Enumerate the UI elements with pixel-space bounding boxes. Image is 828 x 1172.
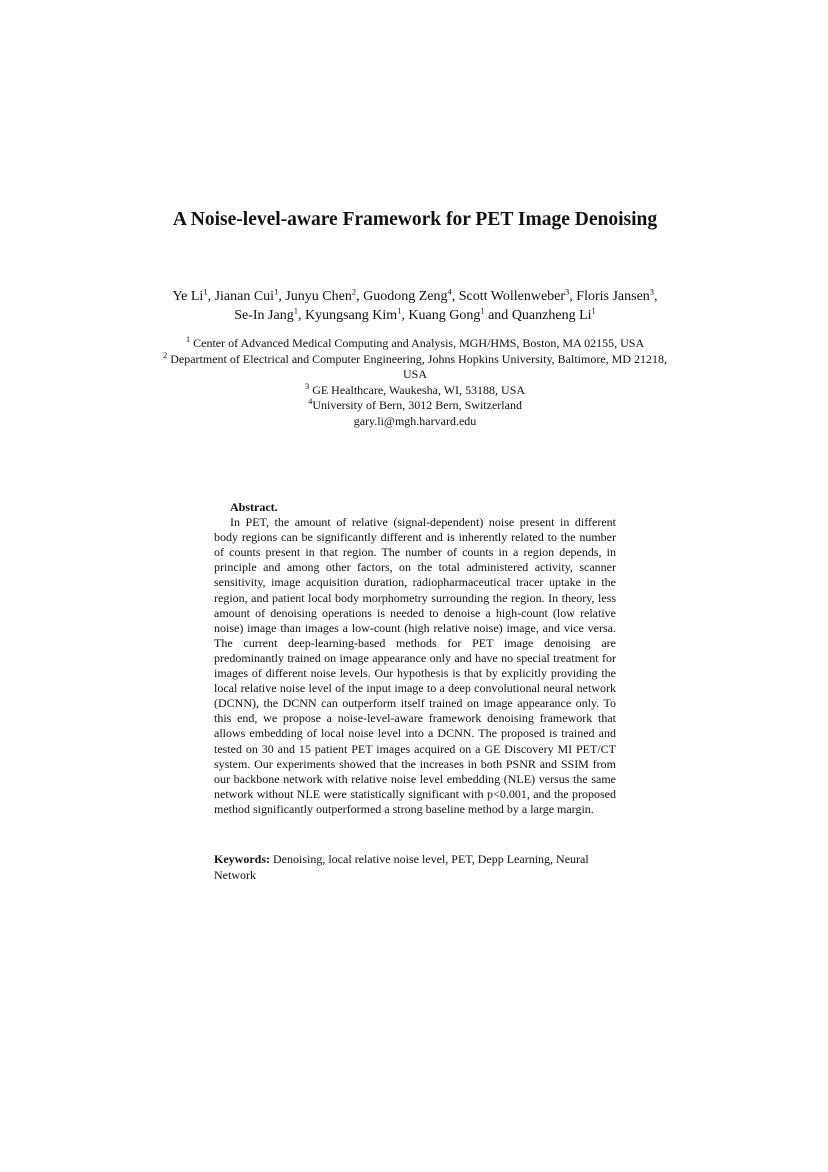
affiliation-text: Center of Advanced Medical Computing and Analysis, MGH/HMS, Boston, MA 02155, USA <box>193 336 645 350</box>
affiliation-list <box>160 336 670 429</box>
affiliation-number: 1 <box>185 334 191 344</box>
author-affiliation-mark: 1 <box>293 304 298 315</box>
affiliation-number: 2 <box>162 349 168 360</box>
affiliation-number: 3 <box>304 380 310 391</box>
affiliation <box>160 398 670 414</box>
author-name: Scott Wollenweber <box>458 289 566 304</box>
keywords-label: Keywords: <box>214 852 270 866</box>
author-name: Floris Jansen <box>576 289 650 304</box>
author <box>285 286 364 304</box>
author-affiliation-mark: 4 <box>447 286 452 297</box>
author-separator: , <box>401 307 409 323</box>
affiliation-text: University of Bern, 3012 Bern, Switzerland <box>312 398 522 412</box>
author-separator: , <box>654 289 658 304</box>
author-affiliation-mark: 1 <box>203 286 208 297</box>
author-affiliation-mark: 2 <box>351 286 357 297</box>
author-name: Quanzheng Li <box>511 307 592 323</box>
author-affiliation-mark: 1 <box>397 304 402 315</box>
abstract-heading: Abstract. <box>230 500 278 514</box>
author-name: Se-In Jang <box>234 307 294 323</box>
author-name: Kuang Gong <box>408 307 481 323</box>
keywords-section <box>214 852 616 883</box>
author-name: Guodong Zeng <box>363 289 448 304</box>
author-affiliation-mark: 1 <box>591 304 596 315</box>
author-separator: and <box>484 307 512 323</box>
affiliation-text: GE Healthcare, Waukesha, WI, 53188, USA <box>312 382 526 397</box>
author <box>363 286 459 304</box>
author-separator: , <box>569 289 577 304</box>
author <box>172 286 215 304</box>
affiliation <box>160 336 670 352</box>
author <box>458 286 577 304</box>
author-separator: , <box>356 289 364 304</box>
contact-email: gary.li@mgh.harvard.edu <box>353 413 477 428</box>
author-list <box>170 288 660 325</box>
author-name: Ye Li <box>172 289 204 304</box>
author <box>214 286 286 304</box>
author-affiliation-mark: 1 <box>274 286 279 297</box>
affiliation-text: Department of Electrical and Computer Engineering, Johns Hopkins University, Baltimore, MD 21218, USA <box>170 351 668 381</box>
author-name: Kyungsang Kim <box>304 307 398 323</box>
author-separator: , <box>297 307 305 323</box>
affiliation <box>160 349 670 383</box>
author-name: Junyu Chen <box>285 289 352 304</box>
author <box>511 304 596 323</box>
keywords-text: Denoising, local relative noise level, PET, Depp Learning, Neural Network <box>214 852 589 882</box>
author <box>576 286 658 304</box>
abstract-body: In PET, the amount of relative (signal-dependent) noise present in different body regions can be significantly different and is inherently related to the number of counts present in that region. The number of counts in a region depends, in principle and among other factors, on the total administered activity, scanner sensitivity, image acquisition duration, radiopharmaceutical tracer uptake in the region, and patient local body morphometry surrounding the region. In theory, less amount of denoising operations is needed to denoise a high-count (low relative noise) image than images a low-count (high relative noise) image, and vice versa. The current deep-learning-based methods for PET image denoising are predominantly trained on image appearance only and have no special treatment for images of different noise levels. Our hypothesis is that by explicitly providing the local relative noise level of the input image to a deep convolutional neural network (DCNN), the DCNN can outperform itself trained on image appearance only. To this end, we propose a noise-level-aware framework denoising framework that allows embedding of local noise level into a DCNN. The proposed is trained and tested on 30 and 15 patient PET images acquired on a GE Discovery MI PET/CT system. Our experiments showed that the increases in both PSNR and SSIM from our backbone network with relative noise level embedding (NLE) versus the same network without NLE were statistically significant with p<0.001, and the proposed method significantly outperformed a strong baseline method by a large margin. <box>214 515 616 816</box>
author-affiliation-mark: 3 <box>649 286 655 297</box>
paper-title: A Noise-level-aware Framework for PET Image Denoising <box>172 209 658 230</box>
author <box>408 304 512 323</box>
author-affiliation-mark: 1 <box>480 304 485 315</box>
author <box>234 304 305 323</box>
affiliation <box>160 380 670 399</box>
author-name: Jianan Cui <box>214 289 275 304</box>
affiliation-number: 4 <box>308 396 313 406</box>
author-separator: , <box>207 289 215 304</box>
author <box>304 304 409 323</box>
author-separator: , <box>451 289 459 304</box>
author-affiliation-mark: 3 <box>565 286 570 297</box>
abstract-section <box>214 500 616 817</box>
author-separator: , <box>278 289 286 304</box>
